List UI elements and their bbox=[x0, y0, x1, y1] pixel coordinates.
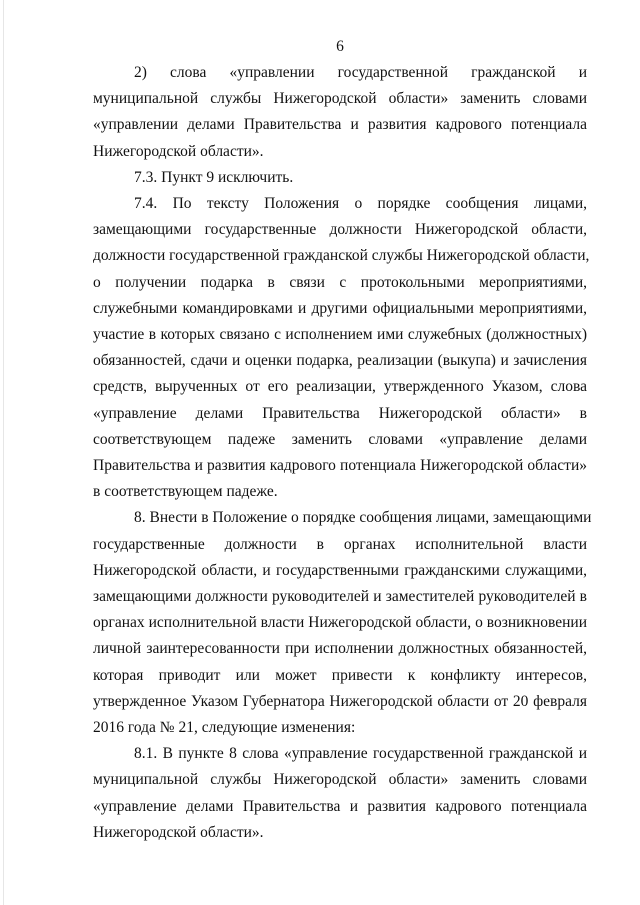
text-line: 7.4. По тексту Положения о порядке сообщения лицами, bbox=[134, 195, 587, 213]
text-line: муниципальной службы Нижегородской области» заменить словами bbox=[93, 90, 587, 108]
text-line: должности государственной гражданской службы Нижегородской области, bbox=[93, 247, 590, 265]
text-line: 2016 года № 21, следующие изменения: bbox=[93, 719, 356, 737]
text-line: 8.1. В пункте 8 слова «управление государственной гражданской и bbox=[134, 745, 587, 763]
text-line: замещающими должности руководителей и заместителей руководителей в bbox=[93, 588, 587, 606]
paragraph-p-8-1 bbox=[93, 741, 587, 846]
text-line: 8. Внести в Положение о порядке сообщения лицами, замещающими bbox=[134, 509, 592, 527]
text-line: утвержденное Указом Губернатора Нижегородской области от 20 февраля bbox=[93, 692, 587, 710]
text-line: Нижегородской области». bbox=[93, 823, 264, 841]
text-line: о получении подарка в связи с протокольными мероприятиями, bbox=[93, 273, 587, 291]
text-line: обязанностей, сдачи и оценки подарка, реализации (выкупа) и зачисления bbox=[93, 352, 587, 370]
text-line: органах исполнительной власти Нижегородской области, о возникновении bbox=[93, 614, 587, 632]
paragraph-p-8 bbox=[93, 505, 592, 741]
text-line: соответствующем падеже заменить словами «управление делами bbox=[93, 430, 587, 448]
text-line: участие в которых связано с исполнением ими служебных (должностных) bbox=[93, 326, 587, 344]
text-line: 7.3. Пункт 9 исключить. bbox=[134, 168, 294, 186]
text-line: государственные должности в органах исполнительной власти bbox=[93, 535, 587, 553]
text-line: «управление делами Правительства Нижегородской области» в bbox=[93, 404, 587, 422]
page-number: 6 bbox=[336, 38, 344, 55]
text-line: Правительства и развития кадрового потенциала Нижегородской области» bbox=[93, 457, 587, 475]
paragraph-p-7-4 bbox=[93, 191, 590, 505]
paragraph-p-7-3 bbox=[93, 165, 587, 191]
text-line: служебными командировками и другими официальными мероприятиями, bbox=[93, 299, 587, 317]
text-line: «управление делами Правительства и развития кадрового потенциала bbox=[93, 797, 587, 815]
text-line: средств, вырученных от его реализации, утвержденного Указом, слова bbox=[93, 378, 587, 396]
document-body bbox=[93, 60, 592, 846]
text-line: в соответствующем падеже. bbox=[93, 483, 278, 501]
text-line: муниципальной службы Нижегородской области» заменить словами bbox=[93, 771, 587, 789]
text-line: замещающими государственные должности Нижегородской области, bbox=[93, 221, 587, 239]
text-line: 2) слова «управлении государственной гражданской и bbox=[134, 64, 587, 81]
text-line: личной заинтересованности при исполнении должностных обязанностей, bbox=[93, 640, 587, 658]
scan-edge bbox=[3, 0, 4, 905]
text-line: которая приводит или может привести к конфликту интересов, bbox=[93, 666, 587, 684]
text-line: Нижегородской области». bbox=[93, 142, 264, 160]
text-line: «управлении делами Правительства и развития кадрового потенциала bbox=[93, 116, 587, 134]
text-line: Нижегородской области, и государственными гражданскими служащими, bbox=[93, 561, 587, 579]
paragraph-p-2 bbox=[93, 60, 587, 165]
